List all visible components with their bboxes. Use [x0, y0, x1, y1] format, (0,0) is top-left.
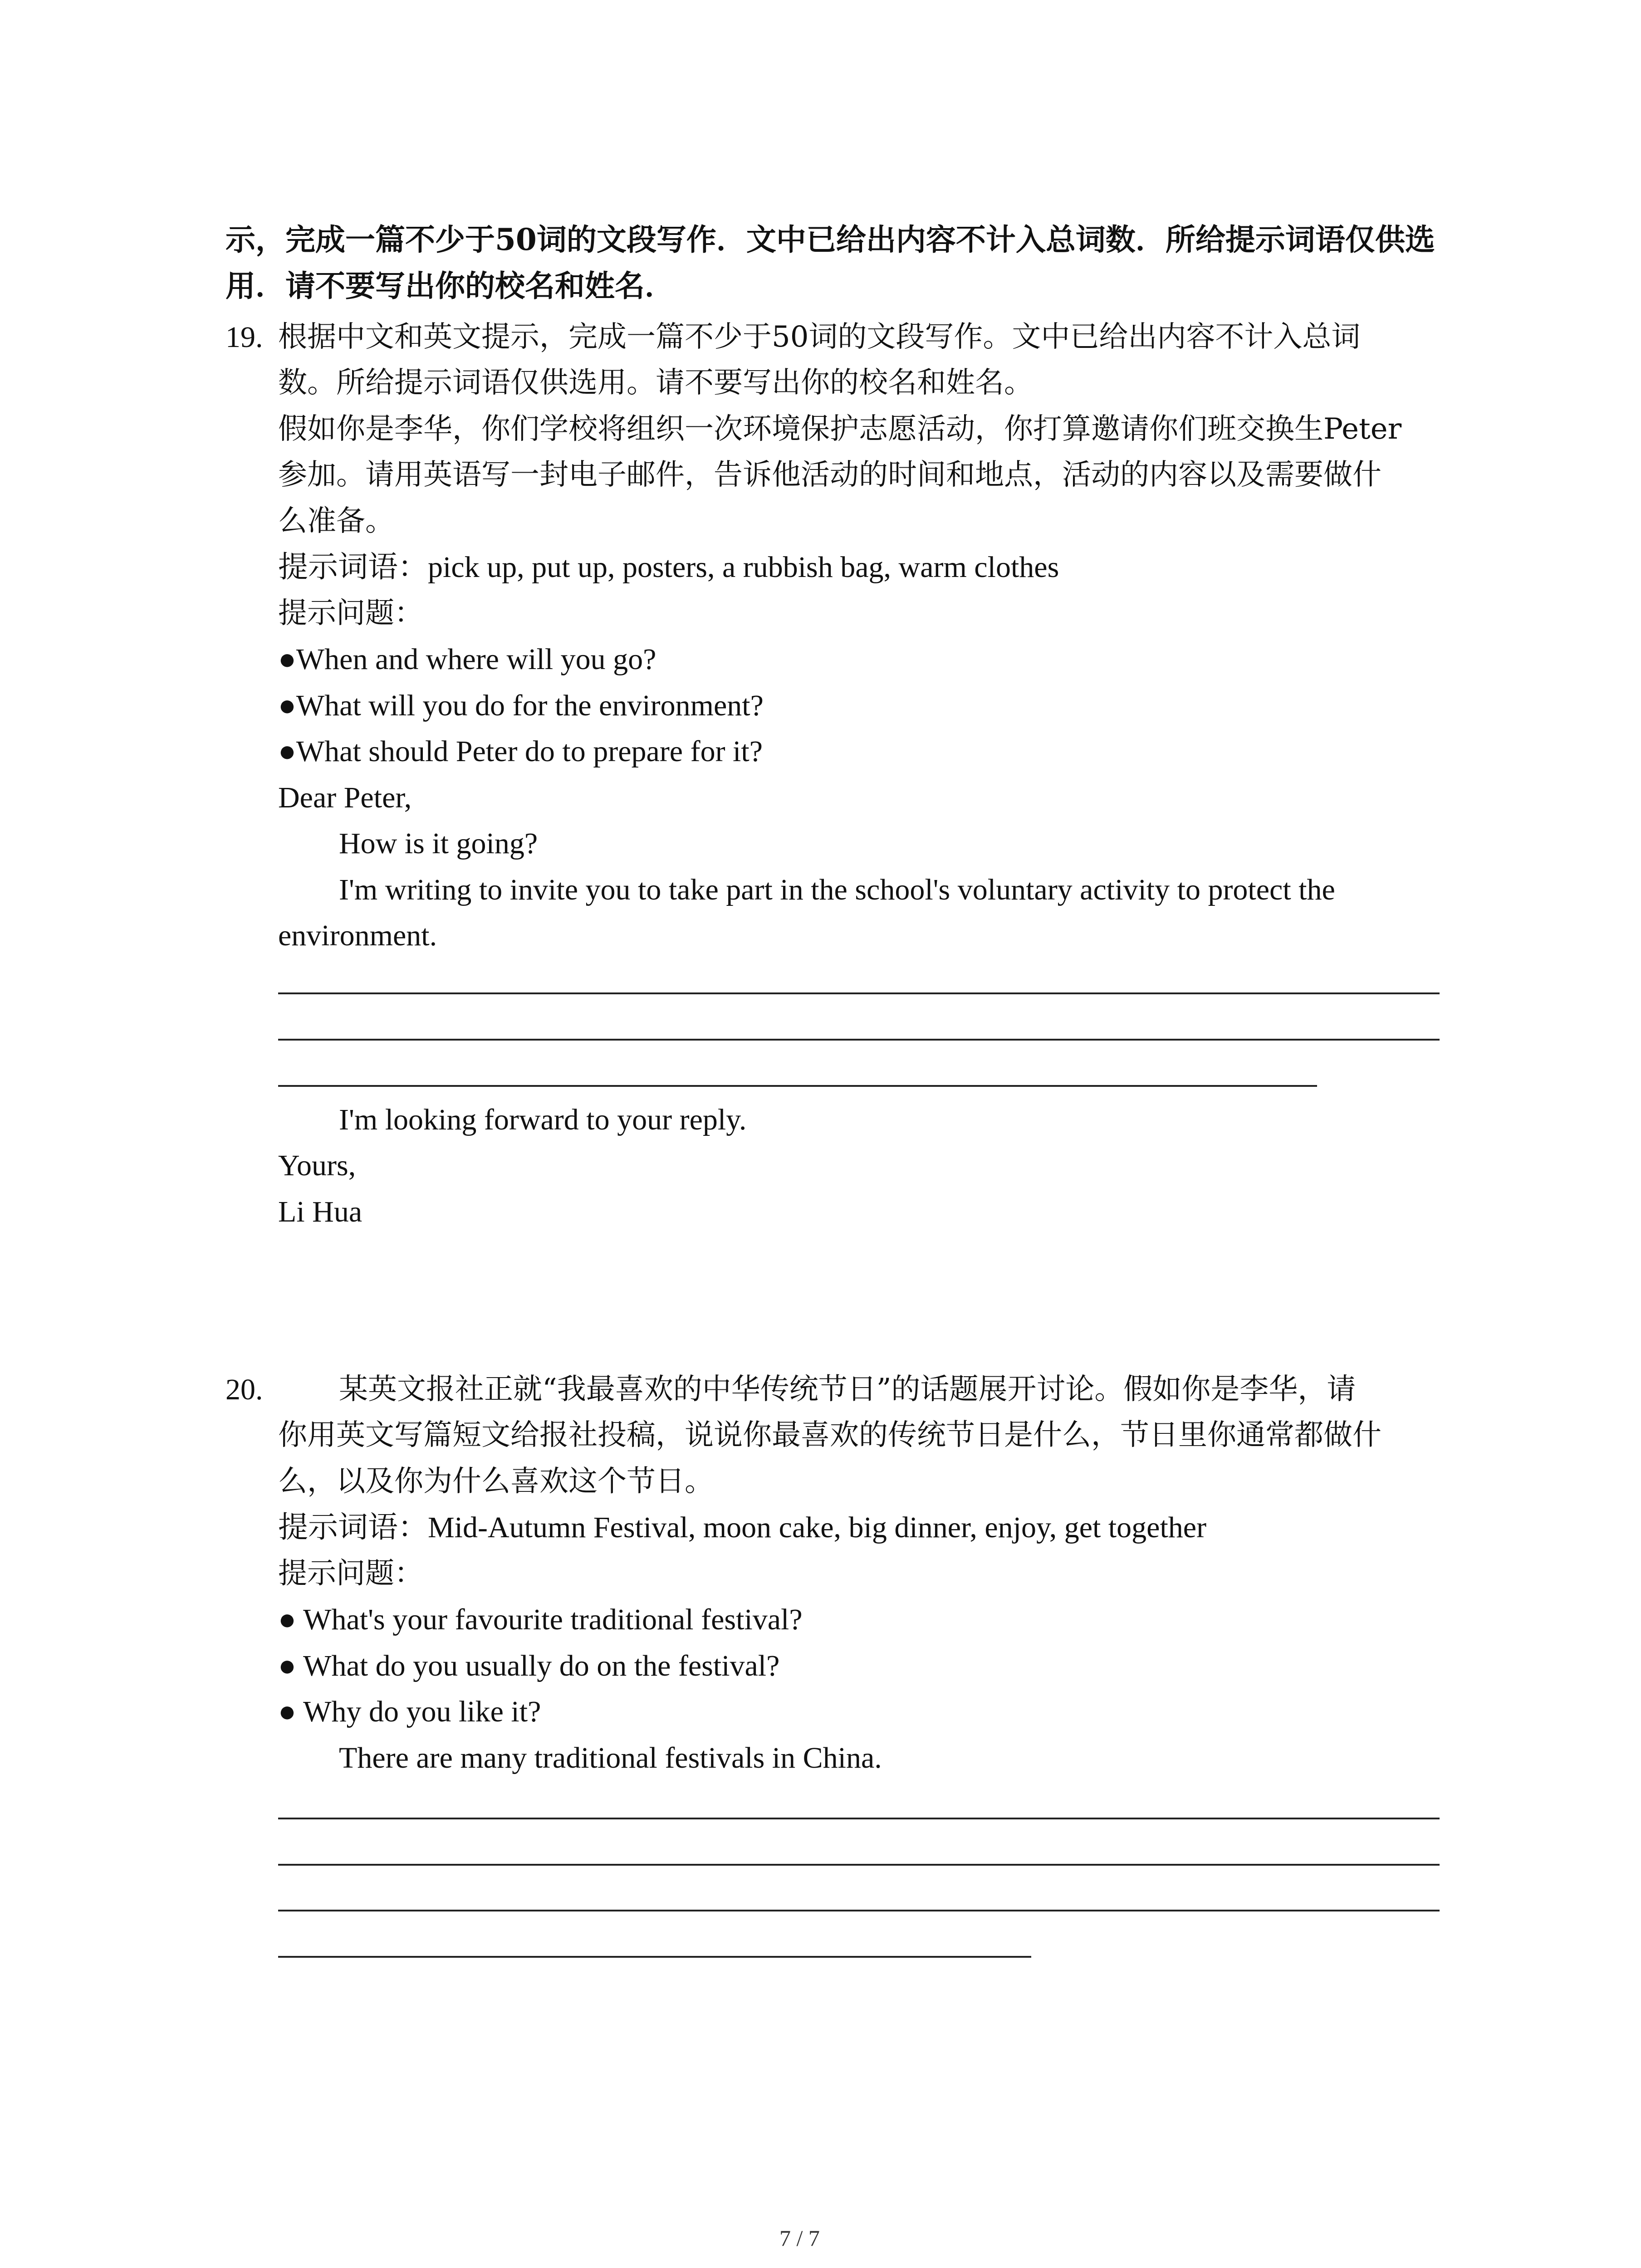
intro-line-1: 示，完成一篇不少于50词的文段写作．文中已给出内容不计入总词数．所给提示词语仅供选: [225, 222, 1435, 257]
answer-line[interactable]: [278, 1910, 1440, 1911]
page-number: 7 / 7: [779, 2225, 820, 2251]
q19-scenario-line-1: 假如你是李华，你们学校将组织一次环境保护志愿活动，你打算邀请你们班交换生Peter: [278, 412, 1402, 446]
q19-question-2: ●What will you do for the environment?: [278, 689, 764, 722]
q19-question-3: ●What should Peter do to prepare for it?: [278, 735, 763, 768]
q19-opening-line-1: How is it going?: [339, 827, 538, 860]
intro-line-2: 用．请不要写出你的校名和姓名．: [225, 268, 675, 303]
q19-scenario-line-2: 参加。请用英语写一封电子邮件，告诉他活动的时间和地点，活动的内容以及需要做什: [278, 458, 1381, 492]
answer-line[interactable]: [278, 1956, 1031, 1958]
q19-closing: I'm looking forward to your reply.: [339, 1103, 747, 1136]
q20-instruction-line-3: 么，以及你为什么喜欢这个节日。: [278, 1465, 714, 1498]
q20-hint-questions-label: 提示问题：: [278, 1557, 423, 1590]
q20-hint-words: 提示词语：Mid-Autumn Festival, moon cake, big dinner, enjoy, get together: [278, 1511, 1207, 1544]
q19-scenario-line-3: 么准备。: [278, 504, 394, 538]
q20-question-2: ● What do you usually do on the festival?: [278, 1649, 780, 1682]
q19-opening-line-3: environment.: [278, 919, 437, 952]
q19-instruction-line-2: 数。所给提示词语仅供选用。请不要写出你的校名和姓名。: [278, 366, 1033, 400]
answer-line[interactable]: [278, 1039, 1440, 1041]
answer-line[interactable]: [278, 1818, 1440, 1819]
q19-salutation: Dear Peter,: [278, 781, 412, 814]
answer-line[interactable]: [278, 1864, 1440, 1866]
q20-question-1: ● What's your favourite traditional festival?: [278, 1603, 803, 1636]
q20-instruction-line-2: 你用英文写篇短文给报社投稿，说说你最喜欢的传统节日是什么，节日里你通常都做什: [278, 1418, 1381, 1452]
q19-name: Li Hua: [278, 1195, 362, 1228]
q19-opening-line-2: I'm writing to invite you to take part in the school's voluntary activity to protect the: [339, 873, 1335, 906]
q19-instruction-line-1: 根据中文和英文提示，完成一篇不少于50词的文段写作。文中已给出内容不计入总词: [278, 320, 1361, 354]
q19-signoff: Yours,: [278, 1149, 356, 1182]
q19-hint-questions-label: 提示问题：: [278, 596, 423, 630]
answer-line[interactable]: [278, 992, 1440, 994]
question-19-number: 19.: [225, 321, 263, 354]
q20-question-3: ● Why do you like it?: [278, 1695, 541, 1728]
question-20-number: 20.: [225, 1373, 263, 1406]
answer-line[interactable]: [278, 1085, 1317, 1087]
q19-question-1: ●When and where will you go?: [278, 643, 656, 676]
q20-instruction-line-1: 某英文报社正就“我最喜欢的中华传统节日”的话题展开讨论。假如你是李华，请: [339, 1373, 1356, 1406]
q20-opening: There are many traditional festivals in China.: [339, 1741, 882, 1774]
q19-hint-words: 提示词语：pick up, put up, posters, a rubbish bag, warm clothes: [278, 551, 1059, 584]
